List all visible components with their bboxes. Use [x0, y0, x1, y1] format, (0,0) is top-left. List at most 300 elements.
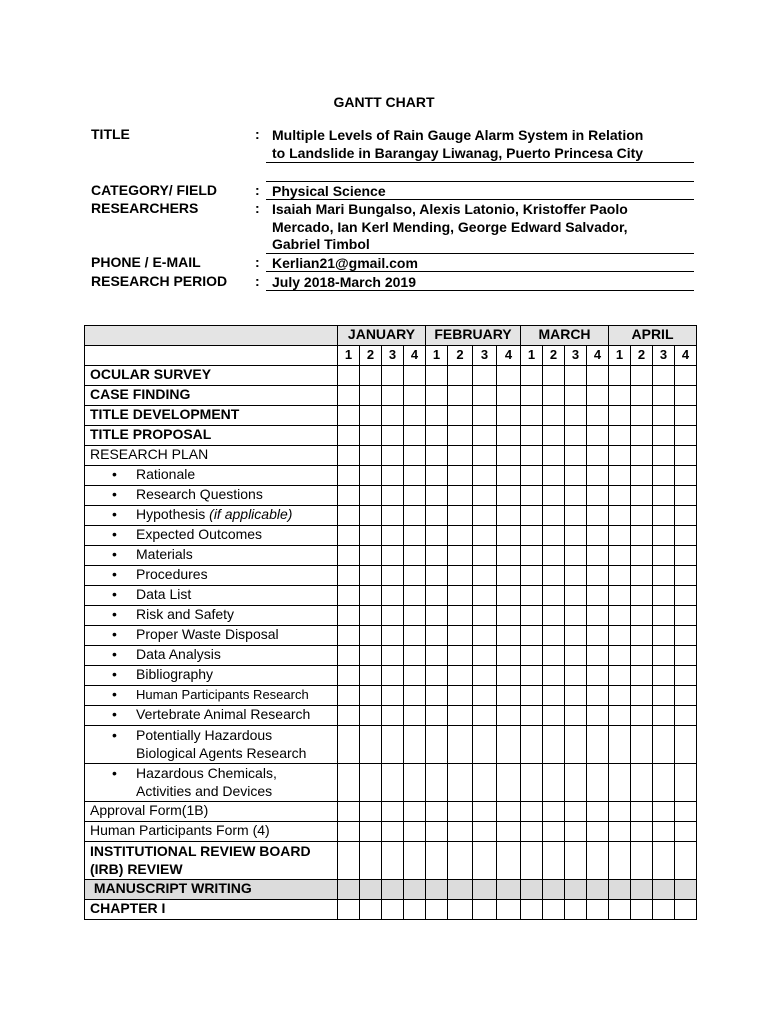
schedule-cell[interactable] [653, 726, 675, 764]
schedule-cell[interactable] [382, 880, 404, 900]
schedule-cell[interactable] [404, 606, 426, 626]
schedule-cell[interactable] [521, 666, 543, 686]
schedule-cell[interactable] [565, 802, 587, 822]
schedule-cell[interactable] [360, 546, 382, 566]
schedule-cell[interactable] [631, 386, 653, 406]
schedule-cell[interactable] [448, 802, 473, 822]
schedule-cell[interactable] [631, 466, 653, 486]
schedule-cell[interactable] [631, 764, 653, 802]
schedule-cell[interactable] [473, 366, 497, 386]
schedule-cell[interactable] [587, 386, 609, 406]
schedule-cell[interactable] [521, 446, 543, 466]
schedule-cell[interactable] [448, 900, 473, 920]
schedule-cell[interactable] [360, 606, 382, 626]
schedule-cell[interactable] [382, 586, 404, 606]
schedule-cell[interactable] [521, 366, 543, 386]
schedule-cell[interactable] [631, 526, 653, 546]
schedule-cell[interactable] [653, 822, 675, 842]
schedule-cell[interactable] [631, 666, 653, 686]
schedule-cell[interactable] [448, 546, 473, 566]
schedule-cell[interactable] [382, 466, 404, 486]
schedule-cell[interactable] [609, 446, 631, 466]
schedule-cell[interactable] [543, 566, 565, 586]
schedule-cell[interactable] [521, 626, 543, 646]
schedule-cell[interactable] [426, 526, 448, 546]
schedule-cell[interactable] [404, 366, 426, 386]
schedule-cell[interactable] [404, 566, 426, 586]
schedule-cell[interactable] [426, 446, 448, 466]
schedule-cell[interactable] [448, 842, 473, 880]
schedule-cell[interactable] [497, 842, 521, 880]
schedule-cell[interactable] [609, 646, 631, 666]
schedule-cell[interactable] [426, 764, 448, 802]
schedule-cell[interactable] [338, 406, 360, 426]
schedule-cell[interactable] [653, 802, 675, 822]
schedule-cell[interactable] [543, 426, 565, 446]
schedule-cell[interactable] [338, 802, 360, 822]
schedule-cell[interactable] [448, 466, 473, 486]
schedule-cell[interactable] [360, 686, 382, 706]
schedule-cell[interactable] [653, 486, 675, 506]
schedule-cell[interactable] [448, 406, 473, 426]
schedule-cell[interactable] [521, 406, 543, 426]
schedule-cell[interactable] [404, 586, 426, 606]
schedule-cell[interactable] [426, 666, 448, 686]
schedule-cell[interactable] [543, 546, 565, 566]
schedule-cell[interactable] [426, 466, 448, 486]
schedule-cell[interactable] [631, 426, 653, 446]
schedule-cell[interactable] [473, 726, 497, 764]
schedule-cell[interactable] [653, 466, 675, 486]
schedule-cell[interactable] [473, 842, 497, 880]
schedule-cell[interactable] [609, 900, 631, 920]
schedule-cell[interactable] [521, 386, 543, 406]
schedule-cell[interactable] [360, 822, 382, 842]
schedule-cell[interactable] [587, 426, 609, 446]
schedule-cell[interactable] [587, 526, 609, 546]
schedule-cell[interactable] [404, 446, 426, 466]
schedule-cell[interactable] [587, 686, 609, 706]
schedule-cell[interactable] [404, 466, 426, 486]
schedule-cell[interactable] [543, 822, 565, 842]
schedule-cell[interactable] [497, 606, 521, 626]
schedule-cell[interactable] [497, 802, 521, 822]
schedule-cell[interactable] [497, 406, 521, 426]
schedule-cell[interactable] [338, 606, 360, 626]
schedule-cell[interactable] [543, 606, 565, 626]
schedule-cell[interactable] [448, 586, 473, 606]
schedule-cell[interactable] [653, 406, 675, 426]
schedule-cell[interactable] [543, 506, 565, 526]
schedule-cell[interactable] [382, 666, 404, 686]
schedule-cell[interactable] [426, 486, 448, 506]
schedule-cell[interactable] [497, 900, 521, 920]
schedule-cell[interactable] [382, 526, 404, 546]
schedule-cell[interactable] [653, 626, 675, 646]
schedule-cell[interactable] [404, 880, 426, 900]
schedule-cell[interactable] [653, 386, 675, 406]
schedule-cell[interactable] [653, 706, 675, 726]
schedule-cell[interactable] [404, 802, 426, 822]
schedule-cell[interactable] [448, 526, 473, 546]
schedule-cell[interactable] [448, 822, 473, 842]
schedule-cell[interactable] [631, 546, 653, 566]
schedule-cell[interactable] [675, 366, 697, 386]
schedule-cell[interactable] [543, 666, 565, 686]
schedule-cell[interactable] [497, 822, 521, 842]
schedule-cell[interactable] [653, 666, 675, 686]
schedule-cell[interactable] [587, 900, 609, 920]
schedule-cell[interactable] [448, 666, 473, 686]
schedule-cell[interactable] [543, 686, 565, 706]
schedule-cell[interactable] [404, 686, 426, 706]
schedule-cell[interactable] [675, 900, 697, 920]
schedule-cell[interactable] [448, 646, 473, 666]
schedule-cell[interactable] [543, 626, 565, 646]
schedule-cell[interactable] [497, 426, 521, 446]
schedule-cell[interactable] [521, 802, 543, 822]
schedule-cell[interactable] [587, 586, 609, 606]
schedule-cell[interactable] [497, 646, 521, 666]
schedule-cell[interactable] [631, 726, 653, 764]
schedule-cell[interactable] [360, 802, 382, 822]
schedule-cell[interactable] [426, 646, 448, 666]
schedule-cell[interactable] [653, 546, 675, 566]
schedule-cell[interactable] [448, 764, 473, 802]
schedule-cell[interactable] [404, 506, 426, 526]
schedule-cell[interactable] [675, 726, 697, 764]
schedule-cell[interactable] [448, 626, 473, 646]
schedule-cell[interactable] [609, 822, 631, 842]
schedule-cell[interactable] [565, 706, 587, 726]
schedule-cell[interactable] [404, 426, 426, 446]
schedule-cell[interactable] [609, 626, 631, 646]
schedule-cell[interactable] [675, 802, 697, 822]
schedule-cell[interactable] [426, 606, 448, 626]
schedule-cell[interactable] [360, 446, 382, 466]
schedule-cell[interactable] [473, 446, 497, 466]
schedule-cell[interactable] [631, 880, 653, 900]
schedule-cell[interactable] [521, 526, 543, 546]
schedule-cell[interactable] [565, 626, 587, 646]
schedule-cell[interactable] [360, 646, 382, 666]
schedule-cell[interactable] [675, 426, 697, 446]
schedule-cell[interactable] [497, 880, 521, 900]
schedule-cell[interactable] [473, 546, 497, 566]
schedule-cell[interactable] [675, 646, 697, 666]
schedule-cell[interactable] [426, 900, 448, 920]
schedule-cell[interactable] [565, 586, 587, 606]
schedule-cell[interactable] [587, 666, 609, 686]
schedule-cell[interactable] [338, 842, 360, 880]
schedule-cell[interactable] [565, 486, 587, 506]
schedule-cell[interactable] [521, 606, 543, 626]
schedule-cell[interactable] [426, 366, 448, 386]
schedule-cell[interactable] [360, 842, 382, 880]
schedule-cell[interactable] [587, 606, 609, 626]
schedule-cell[interactable] [543, 880, 565, 900]
schedule-cell[interactable] [404, 842, 426, 880]
schedule-cell[interactable] [675, 406, 697, 426]
schedule-cell[interactable] [675, 546, 697, 566]
schedule-cell[interactable] [382, 546, 404, 566]
schedule-cell[interactable] [543, 366, 565, 386]
schedule-cell[interactable] [497, 546, 521, 566]
schedule-cell[interactable] [675, 686, 697, 706]
schedule-cell[interactable] [382, 486, 404, 506]
schedule-cell[interactable] [587, 506, 609, 526]
schedule-cell[interactable] [338, 366, 360, 386]
schedule-cell[interactable] [426, 822, 448, 842]
schedule-cell[interactable] [360, 764, 382, 802]
schedule-cell[interactable] [382, 822, 404, 842]
schedule-cell[interactable] [473, 802, 497, 822]
schedule-cell[interactable] [338, 626, 360, 646]
schedule-cell[interactable] [565, 426, 587, 446]
schedule-cell[interactable] [473, 646, 497, 666]
schedule-cell[interactable] [338, 566, 360, 586]
schedule-cell[interactable] [609, 486, 631, 506]
schedule-cell[interactable] [631, 566, 653, 586]
schedule-cell[interactable] [473, 666, 497, 686]
schedule-cell[interactable] [609, 426, 631, 446]
schedule-cell[interactable] [338, 546, 360, 566]
schedule-cell[interactable] [338, 486, 360, 506]
schedule-cell[interactable] [653, 586, 675, 606]
schedule-cell[interactable] [521, 426, 543, 446]
schedule-cell[interactable] [565, 406, 587, 426]
schedule-cell[interactable] [675, 842, 697, 880]
schedule-cell[interactable] [653, 646, 675, 666]
schedule-cell[interactable] [521, 566, 543, 586]
schedule-cell[interactable] [653, 842, 675, 880]
schedule-cell[interactable] [338, 822, 360, 842]
schedule-cell[interactable] [609, 686, 631, 706]
schedule-cell[interactable] [521, 506, 543, 526]
schedule-cell[interactable] [360, 726, 382, 764]
schedule-cell[interactable] [404, 386, 426, 406]
schedule-cell[interactable] [565, 366, 587, 386]
schedule-cell[interactable] [448, 366, 473, 386]
schedule-cell[interactable] [473, 386, 497, 406]
schedule-cell[interactable] [675, 764, 697, 802]
schedule-cell[interactable] [382, 626, 404, 646]
schedule-cell[interactable] [675, 606, 697, 626]
schedule-cell[interactable] [360, 900, 382, 920]
schedule-cell[interactable] [497, 506, 521, 526]
schedule-cell[interactable] [338, 386, 360, 406]
schedule-cell[interactable] [543, 526, 565, 546]
schedule-cell[interactable] [521, 706, 543, 726]
schedule-cell[interactable] [675, 526, 697, 546]
schedule-cell[interactable] [653, 900, 675, 920]
schedule-cell[interactable] [497, 764, 521, 802]
schedule-cell[interactable] [565, 822, 587, 842]
schedule-cell[interactable] [543, 646, 565, 666]
schedule-cell[interactable] [338, 726, 360, 764]
schedule-cell[interactable] [675, 880, 697, 900]
schedule-cell[interactable] [565, 446, 587, 466]
schedule-cell[interactable] [382, 706, 404, 726]
schedule-cell[interactable] [565, 900, 587, 920]
schedule-cell[interactable] [587, 446, 609, 466]
schedule-cell[interactable] [543, 900, 565, 920]
schedule-cell[interactable] [338, 706, 360, 726]
schedule-cell[interactable] [631, 606, 653, 626]
schedule-cell[interactable] [473, 486, 497, 506]
schedule-cell[interactable] [653, 526, 675, 546]
schedule-cell[interactable] [360, 406, 382, 426]
schedule-cell[interactable] [631, 646, 653, 666]
schedule-cell[interactable] [360, 626, 382, 646]
schedule-cell[interactable] [565, 506, 587, 526]
schedule-cell[interactable] [360, 466, 382, 486]
schedule-cell[interactable] [382, 764, 404, 802]
schedule-cell[interactable] [609, 726, 631, 764]
schedule-cell[interactable] [565, 546, 587, 566]
schedule-cell[interactable] [631, 822, 653, 842]
schedule-cell[interactable] [675, 566, 697, 586]
schedule-cell[interactable] [609, 880, 631, 900]
schedule-cell[interactable] [473, 566, 497, 586]
schedule-cell[interactable] [609, 606, 631, 626]
schedule-cell[interactable] [497, 386, 521, 406]
schedule-cell[interactable] [448, 726, 473, 764]
schedule-cell[interactable] [404, 646, 426, 666]
schedule-cell[interactable] [543, 586, 565, 606]
schedule-cell[interactable] [382, 366, 404, 386]
schedule-cell[interactable] [653, 880, 675, 900]
schedule-cell[interactable] [382, 446, 404, 466]
schedule-cell[interactable] [404, 486, 426, 506]
schedule-cell[interactable] [653, 426, 675, 446]
schedule-cell[interactable] [473, 586, 497, 606]
schedule-cell[interactable] [497, 726, 521, 764]
schedule-cell[interactable] [543, 386, 565, 406]
schedule-cell[interactable] [653, 366, 675, 386]
schedule-cell[interactable] [675, 626, 697, 646]
schedule-cell[interactable] [473, 900, 497, 920]
schedule-cell[interactable] [497, 526, 521, 546]
schedule-cell[interactable] [338, 426, 360, 446]
schedule-cell[interactable] [521, 842, 543, 880]
schedule-cell[interactable] [426, 546, 448, 566]
schedule-cell[interactable] [473, 626, 497, 646]
schedule-cell[interactable] [565, 880, 587, 900]
schedule-cell[interactable] [426, 706, 448, 726]
schedule-cell[interactable] [360, 526, 382, 546]
schedule-cell[interactable] [565, 386, 587, 406]
schedule-cell[interactable] [473, 822, 497, 842]
schedule-cell[interactable] [497, 686, 521, 706]
schedule-cell[interactable] [543, 446, 565, 466]
schedule-cell[interactable] [675, 386, 697, 406]
schedule-cell[interactable] [404, 526, 426, 546]
schedule-cell[interactable] [631, 486, 653, 506]
schedule-cell[interactable] [360, 506, 382, 526]
schedule-cell[interactable] [404, 706, 426, 726]
schedule-cell[interactable] [609, 566, 631, 586]
schedule-cell[interactable] [382, 406, 404, 426]
schedule-cell[interactable] [587, 880, 609, 900]
schedule-cell[interactable] [338, 686, 360, 706]
schedule-cell[interactable] [426, 802, 448, 822]
schedule-cell[interactable] [631, 586, 653, 606]
schedule-cell[interactable] [609, 466, 631, 486]
schedule-cell[interactable] [338, 900, 360, 920]
schedule-cell[interactable] [543, 726, 565, 764]
schedule-cell[interactable] [609, 842, 631, 880]
schedule-cell[interactable] [587, 802, 609, 822]
schedule-cell[interactable] [631, 446, 653, 466]
schedule-cell[interactable] [360, 386, 382, 406]
schedule-cell[interactable] [675, 706, 697, 726]
schedule-cell[interactable] [609, 506, 631, 526]
schedule-cell[interactable] [565, 646, 587, 666]
schedule-cell[interactable] [521, 646, 543, 666]
schedule-cell[interactable] [675, 666, 697, 686]
schedule-cell[interactable] [473, 406, 497, 426]
schedule-cell[interactable] [382, 506, 404, 526]
schedule-cell[interactable] [426, 726, 448, 764]
schedule-cell[interactable] [497, 566, 521, 586]
schedule-cell[interactable] [473, 466, 497, 486]
schedule-cell[interactable] [338, 880, 360, 900]
schedule-cell[interactable] [631, 506, 653, 526]
schedule-cell[interactable] [631, 626, 653, 646]
schedule-cell[interactable] [543, 466, 565, 486]
schedule-cell[interactable] [473, 606, 497, 626]
schedule-cell[interactable] [404, 822, 426, 842]
schedule-cell[interactable] [338, 666, 360, 686]
schedule-cell[interactable] [609, 546, 631, 566]
schedule-cell[interactable] [473, 764, 497, 802]
schedule-cell[interactable] [587, 626, 609, 646]
schedule-cell[interactable] [360, 586, 382, 606]
schedule-cell[interactable] [609, 406, 631, 426]
schedule-cell[interactable] [473, 426, 497, 446]
schedule-cell[interactable] [565, 466, 587, 486]
schedule-cell[interactable] [631, 842, 653, 880]
schedule-cell[interactable] [565, 842, 587, 880]
schedule-cell[interactable] [497, 706, 521, 726]
schedule-cell[interactable] [360, 366, 382, 386]
schedule-cell[interactable] [565, 726, 587, 764]
schedule-cell[interactable] [448, 606, 473, 626]
schedule-cell[interactable] [587, 466, 609, 486]
schedule-cell[interactable] [587, 546, 609, 566]
schedule-cell[interactable] [426, 586, 448, 606]
schedule-cell[interactable] [382, 426, 404, 446]
schedule-cell[interactable] [653, 566, 675, 586]
schedule-cell[interactable] [382, 606, 404, 626]
schedule-cell[interactable] [360, 666, 382, 686]
schedule-cell[interactable] [543, 406, 565, 426]
schedule-cell[interactable] [587, 706, 609, 726]
schedule-cell[interactable] [404, 666, 426, 686]
schedule-cell[interactable] [497, 366, 521, 386]
schedule-cell[interactable] [382, 802, 404, 822]
schedule-cell[interactable] [565, 526, 587, 546]
schedule-cell[interactable] [609, 366, 631, 386]
schedule-cell[interactable] [543, 486, 565, 506]
schedule-cell[interactable] [497, 586, 521, 606]
schedule-cell[interactable] [448, 486, 473, 506]
schedule-cell[interactable] [473, 880, 497, 900]
schedule-cell[interactable] [360, 486, 382, 506]
schedule-cell[interactable] [609, 706, 631, 726]
schedule-cell[interactable] [587, 366, 609, 386]
